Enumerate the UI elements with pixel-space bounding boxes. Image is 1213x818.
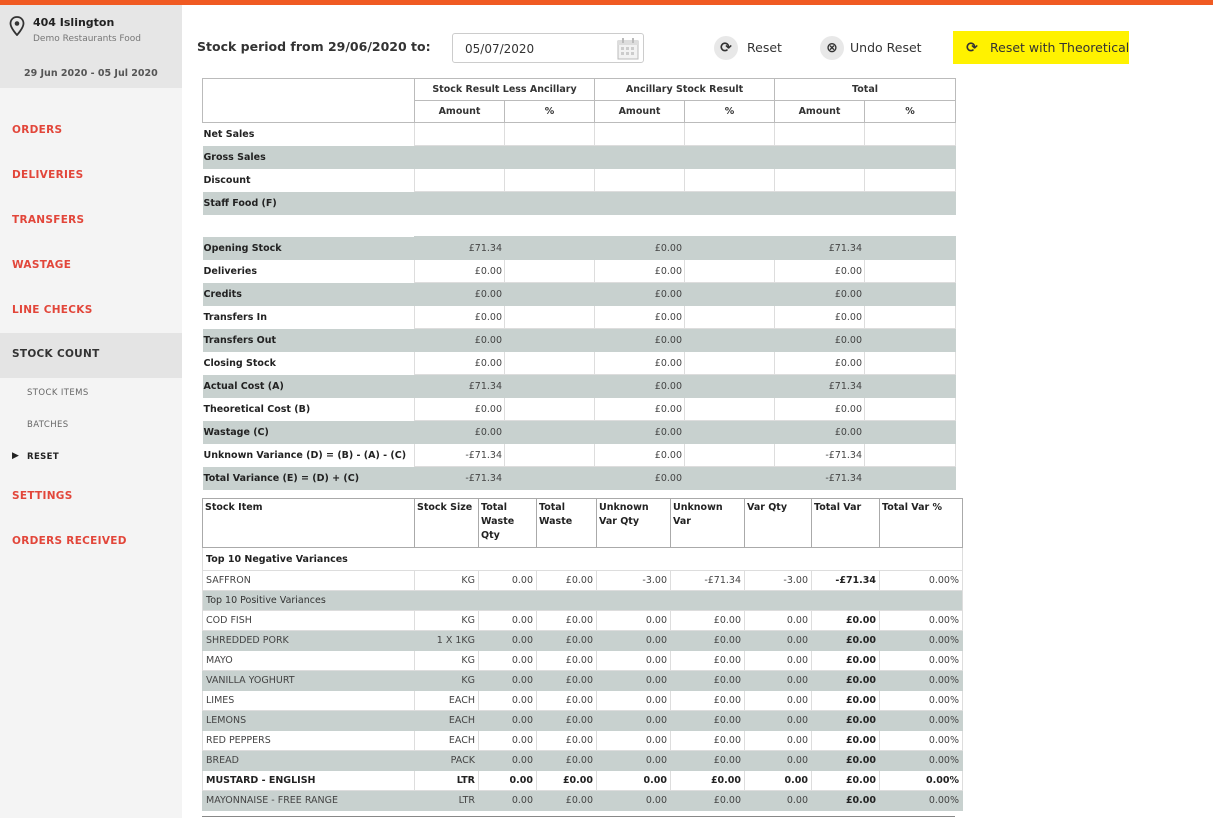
summary-cell — [595, 192, 685, 215]
table-bottom-rule — [202, 816, 955, 817]
location-org: Demo Restaurants Food — [33, 34, 142, 44]
items-row-cell: 0.00% — [880, 731, 963, 751]
items-row-cell: EACH — [415, 731, 479, 751]
summary-percent — [685, 329, 775, 352]
summary-amount: £0.00 — [415, 352, 505, 375]
summary-cell — [775, 192, 865, 215]
items-row-cell: 0.00 — [597, 791, 671, 811]
summary-amount: £0.00 — [775, 306, 865, 329]
items-row-name: VANILLA YOGHURT — [203, 671, 415, 691]
summary-amount: £0.00 — [595, 444, 685, 467]
items-row-name: MAYONNAISE - FREE RANGE — [203, 791, 415, 811]
items-row-cell: £0.00 — [537, 571, 597, 591]
summary-row-label: Staff Food (F) — [203, 192, 415, 215]
summary-percent — [685, 375, 775, 398]
summary-row — [203, 283, 956, 306]
items-column-header[interactable]: Stock Item — [203, 499, 415, 548]
items-section-title: Top 10 Positive Variances — [203, 591, 963, 611]
items-row-cell: 0.00% — [880, 571, 963, 591]
items-column-header[interactable]: Unknown Var Qty — [597, 499, 671, 548]
items-row-cell: LTR — [415, 791, 479, 811]
items-row-cell: 0.00 — [745, 751, 812, 771]
summary-percent — [505, 260, 595, 283]
summary-amount: £0.00 — [775, 352, 865, 375]
items-row-name: MUSTARD - ENGLISH — [203, 771, 415, 791]
refresh-icon: ⟳ — [966, 40, 978, 56]
location-pin-icon — [9, 16, 25, 36]
summary-amount: £0.00 — [775, 260, 865, 283]
items-row-cell: £0.00 — [537, 731, 597, 751]
items-row-cell: 0.00% — [880, 791, 963, 811]
items-row-cell: 0.00 — [479, 711, 537, 731]
items-row-cell: -3.00 — [745, 571, 812, 591]
items-row-cell: £0.00 — [671, 731, 745, 751]
summary-sub-header: % — [685, 101, 775, 123]
items-row-cell: -3.00 — [597, 571, 671, 591]
items-row-cell: 0.00 — [479, 771, 537, 791]
items-row-cell: 0.00 — [745, 671, 812, 691]
items-row-cell: £0.00 — [671, 651, 745, 671]
items-row-cell: 0.00% — [880, 771, 963, 791]
summary-sub-header: Amount — [595, 101, 685, 123]
summary-amount: £0.00 — [415, 329, 505, 352]
items-row-cell: 0.00 — [745, 691, 812, 711]
items-row[interactable] — [203, 631, 963, 651]
summary-cell — [865, 169, 956, 192]
summary-corner — [203, 79, 415, 123]
summary-percent — [505, 329, 595, 352]
stock-result-summary-table — [202, 78, 956, 490]
items-row-cell: £0.00 — [537, 651, 597, 671]
summary-percent — [685, 260, 775, 283]
undo-reset-button-label: Undo Reset — [850, 40, 922, 55]
caret-right-icon: ▶ — [12, 451, 19, 461]
undo-reset-button[interactable] — [820, 36, 925, 60]
items-row-cell: 0.00 — [479, 691, 537, 711]
summary-row — [203, 375, 956, 398]
items-row-cell: 0.00% — [880, 631, 963, 651]
summary-cell — [415, 169, 505, 192]
items-row-cell: 0.00 — [479, 751, 537, 771]
summary-sub-header: Amount — [415, 101, 505, 123]
nav-stock-count-label: STOCK COUNT — [12, 348, 100, 360]
summary-row — [203, 398, 956, 421]
items-row-cell: 0.00 — [745, 631, 812, 651]
items-row-cell: EACH — [415, 711, 479, 731]
items-row-cell: 0.00 — [479, 611, 537, 631]
summary-percent — [685, 283, 775, 306]
nav-wastage-label: WASTAGE — [12, 259, 72, 271]
items-row-cell: -£71.34 — [671, 571, 745, 591]
items-row-cell: 0.00 — [479, 631, 537, 651]
items-row-cell: 0.00 — [597, 691, 671, 711]
items-row-cell: £0.00 — [537, 751, 597, 771]
summary-row — [203, 352, 956, 375]
items-row[interactable] — [203, 671, 963, 691]
summary-spacer — [203, 215, 956, 237]
items-row-cell: 0.00 — [479, 671, 537, 691]
summary-percent — [505, 352, 595, 375]
summary-cell — [415, 192, 505, 215]
items-row-cell: 0.00 — [479, 791, 537, 811]
items-column-header[interactable]: Stock Size — [415, 499, 479, 548]
subnav-stock-items[interactable]: STOCK ITEMS — [27, 388, 89, 398]
subnav-batches[interactable]: BATCHES — [27, 420, 69, 430]
summary-percent — [865, 237, 956, 260]
items-row-cell: £0.00 — [812, 671, 880, 691]
items-row-name: BREAD — [203, 751, 415, 771]
items-section-row — [203, 548, 963, 571]
summary-cell — [595, 169, 685, 192]
items-column-header[interactable]: Unknown Var — [671, 499, 745, 548]
items-row-name: LIMES — [203, 691, 415, 711]
summary-cell — [865, 146, 956, 169]
summary-percent — [685, 467, 775, 490]
summary-cell — [865, 192, 956, 215]
items-row-cell: £0.00 — [671, 791, 745, 811]
summary-cell — [865, 123, 956, 146]
summary-row — [203, 192, 956, 215]
summary-row-label: Net Sales — [203, 123, 415, 146]
items-row[interactable] — [203, 791, 963, 811]
summary-percent — [865, 398, 956, 421]
cancel-circle-icon: ⊗ — [820, 36, 844, 60]
summary-row-label: Theoretical Cost (B) — [203, 398, 415, 421]
items-column-header[interactable]: Total Waste Qty — [479, 499, 537, 548]
summary-cell — [505, 146, 595, 169]
items-row-cell: £0.00 — [537, 711, 597, 731]
summary-cell — [415, 123, 505, 146]
items-column-header[interactable]: Total Var % — [880, 499, 963, 548]
summary-sub-header: % — [505, 101, 595, 123]
items-row-name: SHREDDED PORK — [203, 631, 415, 651]
summary-percent — [505, 398, 595, 421]
summary-row-label: Transfers In — [203, 306, 415, 329]
summary-amount: £71.34 — [775, 237, 865, 260]
items-row-cell: £0.00 — [671, 691, 745, 711]
items-row[interactable] — [203, 571, 963, 591]
summary-row — [203, 169, 956, 192]
summary-sub-header: Amount — [775, 101, 865, 123]
summary-amount: £0.00 — [775, 329, 865, 352]
summary-row-label: Unknown Variance (D) = (B) - (A) - (C) — [203, 444, 415, 467]
summary-amount: £0.00 — [595, 398, 685, 421]
summary-spacer-cell — [203, 215, 956, 237]
items-column-header[interactable]: Total Var — [812, 499, 880, 548]
items-row-cell: £0.00 — [671, 671, 745, 691]
summary-row-label: Deliveries — [203, 260, 415, 283]
items-row-cell: 0.00 — [745, 791, 812, 811]
items-row[interactable] — [203, 751, 963, 771]
summary-amount: £71.34 — [415, 375, 505, 398]
items-row[interactable] — [203, 711, 963, 731]
summary-percent — [865, 444, 956, 467]
summary-row-label: Actual Cost (A) — [203, 375, 415, 398]
nav-transfers-label: TRANSFERS — [12, 214, 85, 226]
summary-row-label: Transfers Out — [203, 329, 415, 352]
items-row-cell: £0.00 — [671, 751, 745, 771]
summary-amount: £0.00 — [415, 283, 505, 306]
nav-deliveries-label: DELIVERIES — [12, 169, 84, 181]
summary-percent — [685, 352, 775, 375]
summary-percent — [865, 306, 956, 329]
items-row-cell: £0.00 — [812, 631, 880, 651]
items-row-cell: £0.00 — [812, 711, 880, 731]
items-row-cell: 0.00 — [597, 731, 671, 751]
summary-amount: £0.00 — [595, 283, 685, 306]
summary-amount: £0.00 — [415, 421, 505, 444]
summary-percent — [865, 329, 956, 352]
items-row-cell: £0.00 — [812, 791, 880, 811]
items-row-cell: 0.00% — [880, 611, 963, 631]
location-panel[interactable] — [0, 5, 182, 88]
items-row-cell: KG — [415, 571, 479, 591]
items-row[interactable] — [203, 691, 963, 711]
summary-amount: £0.00 — [415, 306, 505, 329]
summary-row — [203, 467, 956, 490]
items-row-cell: EACH — [415, 691, 479, 711]
items-row-cell: 0.00 — [597, 651, 671, 671]
summary-row-label: Discount — [203, 169, 415, 192]
location-period: 29 Jun 2020 - 05 Jul 2020 — [24, 68, 158, 79]
summary-percent — [685, 306, 775, 329]
summary-cell — [685, 123, 775, 146]
summary-row — [203, 146, 956, 169]
items-row-cell: 0.00 — [745, 771, 812, 791]
summary-amount: -£71.34 — [775, 444, 865, 467]
summary-cell — [775, 169, 865, 192]
summary-percent — [685, 444, 775, 467]
items-column-header[interactable]: Total Waste — [537, 499, 597, 548]
summary-amount: £71.34 — [775, 375, 865, 398]
summary-row-label: Opening Stock — [203, 237, 415, 260]
summary-row-label: Gross Sales — [203, 146, 415, 169]
items-row-name: COD FISH — [203, 611, 415, 631]
nav-stock-count[interactable] — [0, 333, 182, 378]
items-section-title: Top 10 Negative Variances — [203, 548, 963, 571]
summary-row-label: Wastage (C) — [203, 421, 415, 444]
summary-percent — [865, 421, 956, 444]
summary-cell — [505, 169, 595, 192]
summary-cell — [685, 169, 775, 192]
items-row-cell: 0.00 — [597, 671, 671, 691]
items-row[interactable] — [203, 731, 963, 751]
calendar-icon[interactable] — [616, 37, 640, 61]
reset-button-label: Reset — [747, 40, 782, 55]
stock-period-label: Stock period from 29/06/2020 to: — [197, 39, 431, 54]
items-row-cell: 0.00% — [880, 691, 963, 711]
summary-amount: £0.00 — [775, 421, 865, 444]
items-row-cell: 1 X 1KG — [415, 631, 479, 651]
items-row-name: LEMONS — [203, 711, 415, 731]
summary-percent — [865, 375, 956, 398]
sidebar — [0, 5, 182, 818]
items-row-cell: £0.00 — [537, 611, 597, 631]
summary-amount: -£71.34 — [415, 467, 505, 490]
items-row-cell: £0.00 — [537, 771, 597, 791]
summary-cell — [685, 192, 775, 215]
location-name: 404 Islington — [33, 16, 115, 29]
nav-orders-received-label: ORDERS RECEIVED — [12, 535, 127, 547]
summary-cell — [415, 146, 505, 169]
summary-amount: £0.00 — [595, 306, 685, 329]
items-row[interactable] — [203, 611, 963, 631]
items-row-cell: 0.00% — [880, 671, 963, 691]
summary-percent — [505, 421, 595, 444]
items-row-cell: £0.00 — [537, 671, 597, 691]
summary-row-label: Closing Stock — [203, 352, 415, 375]
items-row-cell: KG — [415, 671, 479, 691]
items-row-cell: £0.00 — [537, 631, 597, 651]
summary-amount: £0.00 — [775, 398, 865, 421]
summary-cell — [595, 123, 685, 146]
summary-percent — [505, 375, 595, 398]
summary-amount: £0.00 — [595, 237, 685, 260]
summary-row — [203, 329, 956, 352]
summary-row — [203, 444, 956, 467]
items-row-name: RED PEPPERS — [203, 731, 415, 751]
nav-line-checks-label: LINE CHECKS — [12, 304, 93, 316]
summary-percent — [505, 444, 595, 467]
items-row-cell: 0.00 — [597, 751, 671, 771]
items-row-cell: £0.00 — [537, 691, 597, 711]
items-row-cell: 0.00 — [745, 711, 812, 731]
summary-row — [203, 421, 956, 444]
subnav-reset[interactable]: RESET — [27, 452, 60, 462]
summary-group-header: Ancillary Stock Result — [595, 79, 775, 101]
items-row-cell: -£71.34 — [812, 571, 880, 591]
items-row[interactable] — [203, 651, 963, 671]
summary-percent — [505, 306, 595, 329]
refresh-icon: ⟳ — [714, 36, 738, 60]
summary-cell — [685, 146, 775, 169]
summary-amount: £0.00 — [595, 375, 685, 398]
summary-amount: £0.00 — [775, 283, 865, 306]
items-row-cell: 0.00% — [880, 651, 963, 671]
summary-row — [203, 237, 956, 260]
items-row-cell: 0.00 — [597, 611, 671, 631]
summary-percent — [865, 352, 956, 375]
summary-amount: £0.00 — [415, 398, 505, 421]
items-row-cell: £0.00 — [537, 791, 597, 811]
summary-percent — [505, 237, 595, 260]
summary-amount: £0.00 — [595, 260, 685, 283]
summary-cell — [505, 192, 595, 215]
end-date-input[interactable] — [452, 33, 644, 63]
summary-row — [203, 306, 956, 329]
items-row[interactable] — [203, 771, 963, 791]
summary-row-label: Credits — [203, 283, 415, 306]
summary-amount: £0.00 — [595, 329, 685, 352]
items-row-cell: £0.00 — [671, 711, 745, 731]
items-row-cell: £0.00 — [671, 771, 745, 791]
summary-amount: -£71.34 — [775, 467, 865, 490]
summary-sub-header: % — [865, 101, 956, 123]
summary-percent — [505, 283, 595, 306]
items-row-cell: £0.00 — [671, 631, 745, 651]
summary-row-label: Total Variance (E) = (D) + (C) — [203, 467, 415, 490]
summary-amount: £0.00 — [595, 352, 685, 375]
items-row-cell: 0.00 — [597, 771, 671, 791]
items-row-cell: £0.00 — [812, 751, 880, 771]
summary-percent — [685, 421, 775, 444]
items-row-cell: 0.00 — [479, 651, 537, 671]
reset-theoretical-button-label: Reset with Theoretical — [990, 40, 1130, 55]
items-row-cell: £0.00 — [812, 691, 880, 711]
reset-button[interactable] — [714, 36, 784, 60]
items-row-cell: 0.00% — [880, 751, 963, 771]
summary-percent — [685, 398, 775, 421]
items-row-name: SAFFRON — [203, 571, 415, 591]
items-row-cell: 0.00 — [597, 711, 671, 731]
summary-percent — [865, 283, 956, 306]
items-row-cell: £0.00 — [812, 731, 880, 751]
items-row-cell: 0.00 — [745, 651, 812, 671]
nav-settings-label: SETTINGS — [12, 490, 73, 502]
items-row-cell: KG — [415, 611, 479, 631]
items-row-name: MAYO — [203, 651, 415, 671]
items-row-cell: 0.00 — [479, 571, 537, 591]
items-row-cell: £0.00 — [812, 771, 880, 791]
items-row-cell: £0.00 — [812, 611, 880, 631]
summary-cell — [775, 123, 865, 146]
items-column-header[interactable]: Var Qty — [745, 499, 812, 548]
summary-percent — [685, 237, 775, 260]
items-row-cell: 0.00 — [479, 731, 537, 751]
items-row-cell: 0.00 — [745, 731, 812, 751]
nav-orders-label: ORDERS — [12, 124, 63, 136]
summary-cell — [505, 123, 595, 146]
summary-row — [203, 260, 956, 283]
items-row-cell: KG — [415, 651, 479, 671]
summary-row — [203, 123, 956, 146]
summary-amount: £0.00 — [415, 260, 505, 283]
items-section-row — [203, 591, 963, 611]
summary-amount: -£71.34 — [415, 444, 505, 467]
items-row-cell: 0.00% — [880, 711, 963, 731]
items-row-cell: £0.00 — [812, 651, 880, 671]
summary-amount: £0.00 — [595, 467, 685, 490]
items-row-cell: £0.00 — [671, 611, 745, 631]
summary-percent — [505, 467, 595, 490]
items-row-cell: LTR — [415, 771, 479, 791]
items-row-cell: 0.00 — [597, 631, 671, 651]
end-date-value: 05/07/2020 — [465, 42, 535, 56]
summary-percent — [865, 260, 956, 283]
summary-amount: £71.34 — [415, 237, 505, 260]
summary-group-header: Total — [775, 79, 956, 101]
summary-group-header: Stock Result Less Ancillary — [415, 79, 595, 101]
summary-cell — [595, 146, 685, 169]
items-row-cell: PACK — [415, 751, 479, 771]
summary-percent — [865, 467, 956, 490]
summary-amount: £0.00 — [595, 421, 685, 444]
reset-theoretical-button[interactable] — [960, 36, 1128, 60]
summary-cell — [775, 146, 865, 169]
items-row-cell: 0.00 — [745, 611, 812, 631]
stock-items-variance-table — [202, 498, 963, 811]
